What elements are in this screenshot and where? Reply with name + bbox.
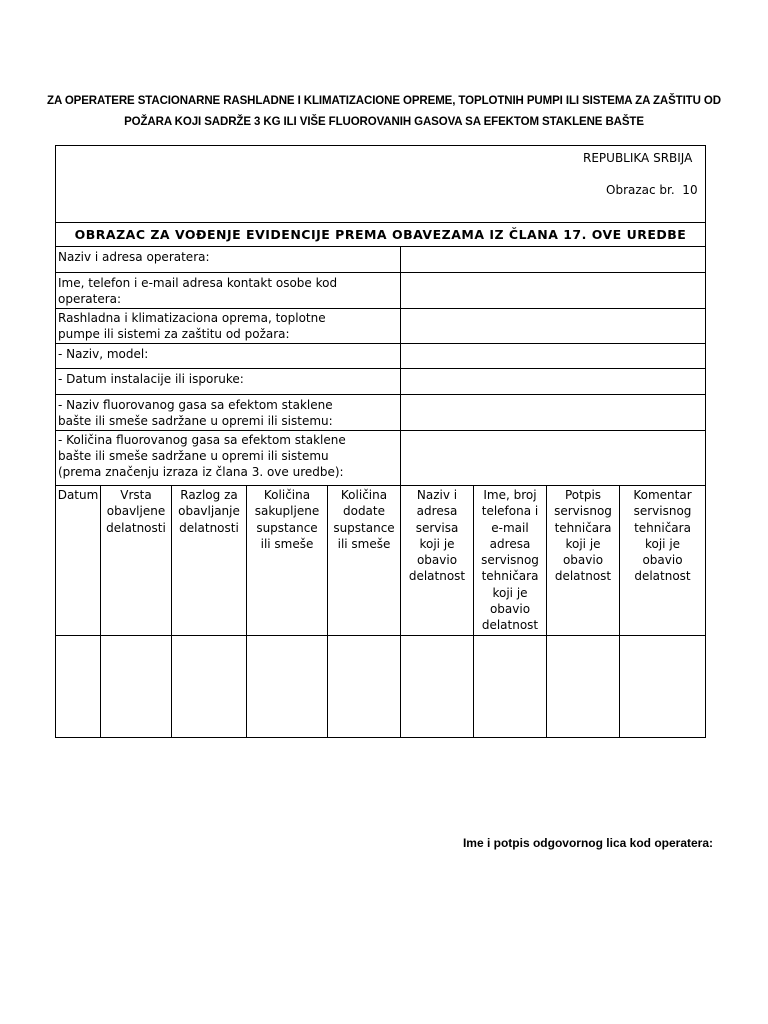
col-header-added-qty: Količina dodate supstance ili smeše xyxy=(333,488,395,551)
form-title: OBRAZAC ZA VOĐENJE EVIDENCIJE PREMA OBAVEZAMA IZ ČLANA 17. OVE UREDBE xyxy=(74,227,687,242)
col-header-activity-reason: Razlog za obavljanje delatnosti xyxy=(178,488,240,535)
header-line-2: POŽARA KOJI SADRŽE 3 KG ILI VIŠE FLUOROVANIH GASOVA SA EFEKTOM STAKLENE BAŠTE xyxy=(124,116,644,128)
field-operator-name: Naziv i adresa operatera: xyxy=(58,250,210,264)
row-divider xyxy=(55,368,706,369)
field-contact-person: Ime, telefon i e-mail adresa kontakt osobe kod operatera: xyxy=(58,276,338,306)
col-header-technician-signature: Potpis servisnog tehničara koji je obavio delatnost xyxy=(554,488,612,584)
row-divider xyxy=(55,430,706,431)
row-divider xyxy=(55,394,706,395)
field-gas-quantity: - Količina fluorovanog gasa sa efektom staklene bašte ili smeše sadržane u opremi ili sistemu (prema značenju izraza iz člana 3. ove uredbe): xyxy=(58,433,346,479)
title-bottom-divider xyxy=(55,246,706,247)
field-gas-name: - Naziv fluorovanog gasa sa efektom staklene bašte ili smeše sadržane u opremi ili sistemu: xyxy=(58,398,333,428)
col-header-technician-contact: Ime, broj telefona i e-mail adresa servisnog tehničara koji je obavio delatnost xyxy=(481,488,539,633)
col-header-technician-comment: Komentar servisnog tehničara koji je obavio delatnost xyxy=(633,488,692,584)
row-divider xyxy=(55,343,706,344)
title-top-divider xyxy=(55,222,706,223)
col-header-collected-qty: Količina sakupljene supstance ili smeše xyxy=(254,488,320,551)
row-divider xyxy=(55,272,706,273)
col-header-activity-type: Vrsta obavljene delatnosti xyxy=(106,488,166,535)
field-value-divider xyxy=(400,246,401,485)
field-equipment: Rashladna i klimatizaciona oprema, toplotne pumpe ili sistemi za zaštitu od požara: xyxy=(58,311,326,341)
row-divider xyxy=(55,485,706,486)
row-divider xyxy=(55,308,706,309)
signature-label: Ime i potpis odgovornog lica kod operatera: xyxy=(462,836,713,850)
col-header-date: Datum xyxy=(57,488,99,502)
country-label: REPUBLIKA SRBIJA xyxy=(583,151,693,165)
activity-header-divider xyxy=(55,635,706,636)
form-number: Obrazac br. 10 xyxy=(606,183,698,197)
col-header-service-name: Naziv i adresa servisa koji je obavio delatnost xyxy=(408,488,466,584)
header-line-1: ZA OPERATERE STACIONARNE RASHLADNE I KLIMATIZACIONE OPREME, TOPLOTNIH PUMPI ILI SISTEMA ZA ZAŠTITU OD xyxy=(47,95,721,107)
field-install-date: - Datum instalacije ili isporuke: xyxy=(58,372,244,386)
field-model: - Naziv, model: xyxy=(58,347,149,361)
